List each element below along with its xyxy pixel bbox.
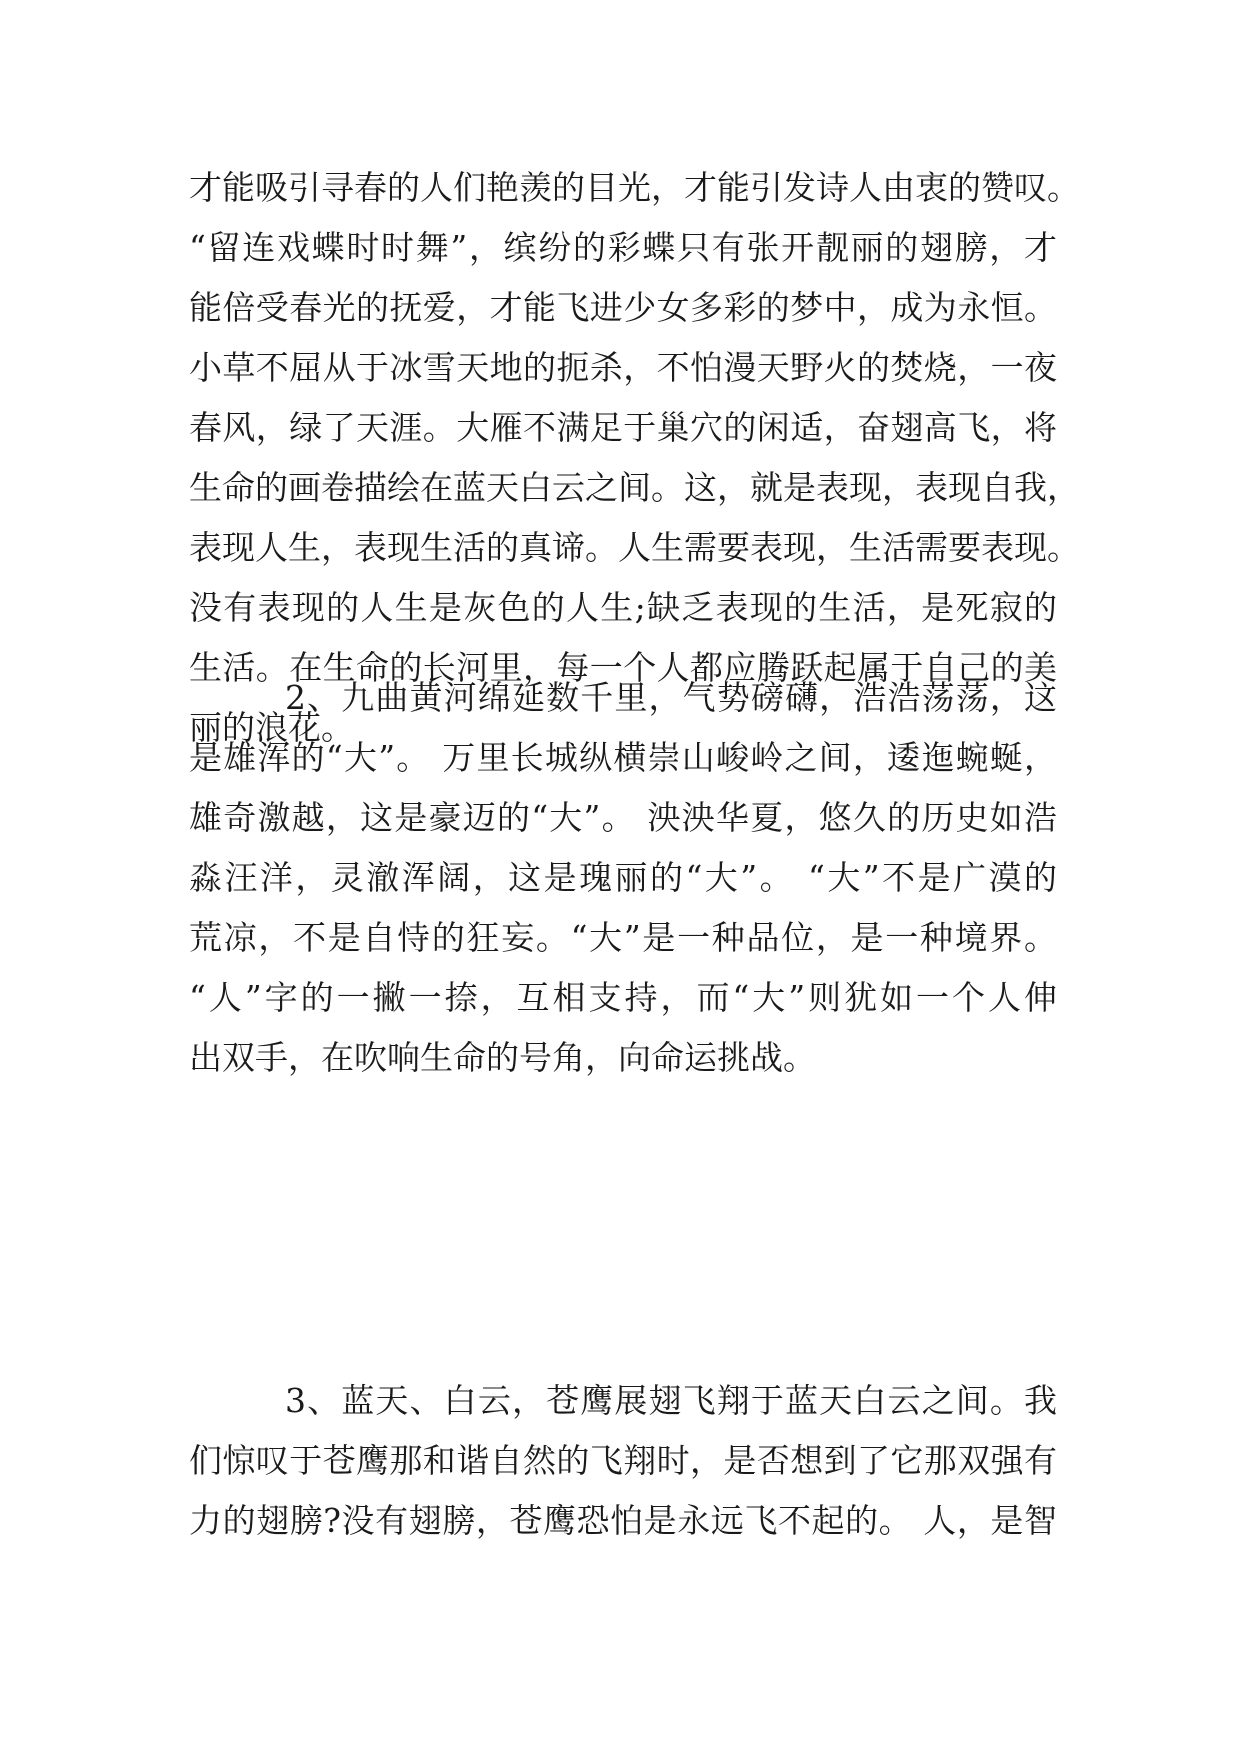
paragraph-2 [189,668,1057,1088]
paragraph-line: 2、九曲黄河绵延数千里，气势磅礴，浩浩荡荡，这 [285,678,1057,717]
paragraph-line: 淼汪洋，灵澈浑阔，这是瑰丽的“大”。 “大”不是广漠的 [189,858,1057,897]
paragraph-line: 出双手，在吹响生命的号角，向命运挑战。 [189,1038,816,1077]
paragraph-line: 生命的画卷描绘在蓝天白云之间。这，就是表现，表现自我， [189,468,1080,507]
paragraph-line: 们惊叹于苍鹰那和谐自然的飞翔时，是否想到了它那双强有 [189,1441,1057,1480]
paragraph-line: 小草不屈从于冰雪天地的扼杀，不怕漫天野火的焚烧，一夜 [189,348,1057,387]
paragraph-line: 生活。在生命的长河里，每一个人都应腾跃起属于自己的美 [189,648,1057,687]
paragraph-line: 丽的浪花。 [189,708,354,747]
paragraph-line: 表现人生，表现生活的真谛。人生需要表现，生活需要表现。 [189,528,1080,567]
paragraph-line: 3、蓝天、白云，苍鹰展翅飞翔于蓝天白云之间。我 [285,1381,1057,1420]
paragraph-line: 春风，绿了天涯。大雁不满足于巢穴的闲适，奋翅高飞，将 [189,408,1057,447]
paragraph-line: 雄奇激越，这是豪迈的“大”。 泱泱华夏，悠久的历史如浩 [189,798,1057,837]
paragraph-3 [189,1371,1057,1551]
paragraph-line: 才能吸引寻春的人们艳羡的目光，才能引发诗人由衷的赞叹。 [189,168,1080,207]
paragraph-line: 能倍受春光的抚爱，才能飞进少女多彩的梦中，成为永恒。 [189,288,1057,327]
paragraph-line: 力的翅膀?没有翅膀，苍鹰恐怕是永远飞不起的。 人，是智 [189,1501,1057,1540]
paragraph-line: 是雄浑的“大”。 万里长城纵横崇山峻岭之间，逶迤蜿蜒， [189,738,1057,777]
paragraph-line: 荒凉，不是自恃的狂妄。“大”是一种品位，是一种境界。 [189,918,1057,957]
paragraph-line: “留连戏蝶时时舞”，缤纷的彩蝶只有张开靓丽的翅膀，才 [189,228,1057,267]
paragraph-line: 没有表现的人生是灰色的人生;缺乏表现的生活，是死寂的 [189,588,1057,627]
paragraph-line: “人”字的一撇一捺，互相支持，而“大”则犹如一个人伸 [189,978,1057,1017]
